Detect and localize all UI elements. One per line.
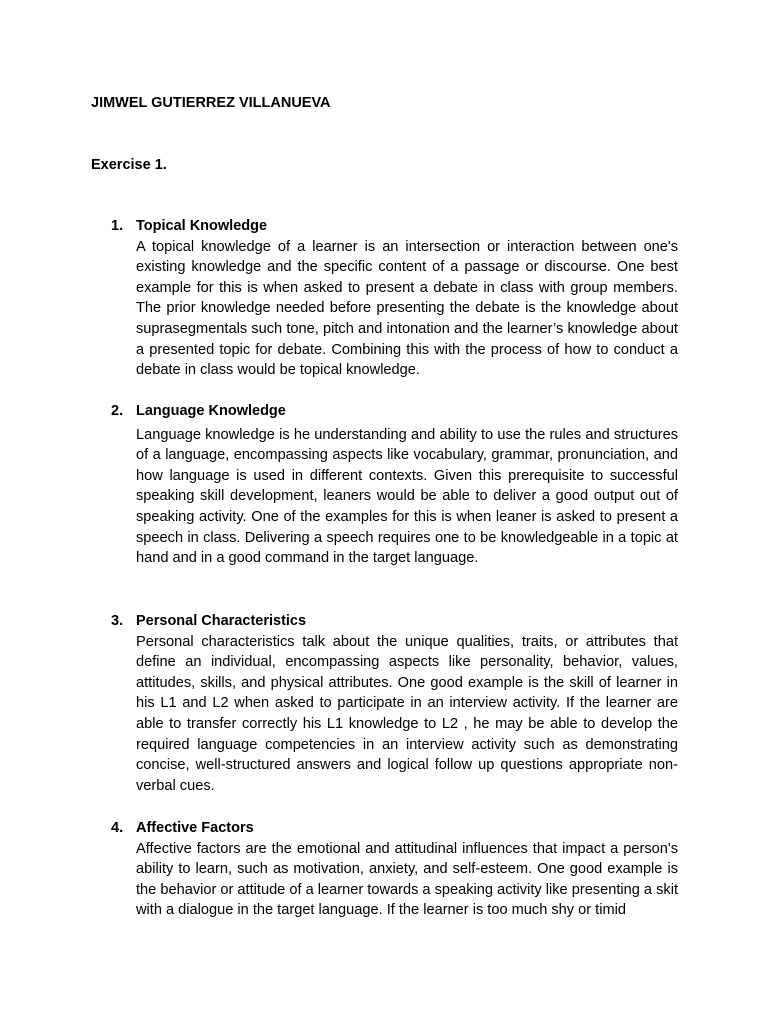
exercise-heading: Exercise 1.	[91, 157, 167, 173]
author-name: JIMWEL GUTIERREZ VILLANUEVA	[91, 95, 331, 111]
list-item-number: 3.	[111, 613, 124, 629]
list-item-paragraph: Affective factors are the emotional and attitudinal influences that impact a person's ability to learn, such as motivation, anxiety, and self-esteem. One good example is the behavior or attitude of a learner towards a speaking activity like presenting a skit with a dialogue in the target language. If the learner is too much shy or timid	[136, 840, 678, 919]
list-item-paragraph: Language knowledge is he understanding and ability to use the rules and structures of a language, encompassing aspects like vocabulary, grammar, pronunciation, and how language is used in different contexts. Given this prerequisite to successful speaking skill development, leaners would be able to deliver a good output out of speaking activity. One of the examples for this is when leaner is asked to present a speech in class. Delivering a speech requires one to be knowledgeable in a topic at hand and in a good command in the target language.	[136, 426, 678, 567]
list-item-paragraph: A topical knowledge of a learner is an intersection or interaction between one's existing knowledge and the specific content of a passage or discourse. One best example for this is when asked to present a debate in class with group members. The prior knowledge needed before presenting the debate is the knowledge about suprasegmentals such tone, pitch and intonation and the learner’s knowledge about a presented topic for debate. Combining this with the process of how to conduct a debate in class would be topical knowledge.	[136, 238, 678, 379]
list-item-number: 4.	[111, 820, 124, 836]
list-item-title: Affective Factors	[136, 820, 254, 836]
list-item-number: 1.	[111, 218, 124, 234]
list-item-title: Language Knowledge	[136, 403, 286, 419]
list-item-number: 2.	[111, 403, 124, 419]
list-item-paragraph: Personal characteristics talk about the unique qualities, traits, or attributes that define an individual, encompassing aspects like personality, behavior, values, attitudes, skills, and physical attributes. One good example is the skill of learner in his L1 and L2 when asked to participate in an interview activity. If the learner are able to transfer correctly his L1 knowledge to L2 , he may be able to develop the required language competencies in an interview activity such as demonstrating concise, well-structured answers and logical follow up questions appropriate non-verbal cues.	[136, 633, 678, 794]
list-item-title: Topical Knowledge	[136, 218, 268, 234]
list-item-title: Personal Characteristics	[136, 613, 307, 629]
